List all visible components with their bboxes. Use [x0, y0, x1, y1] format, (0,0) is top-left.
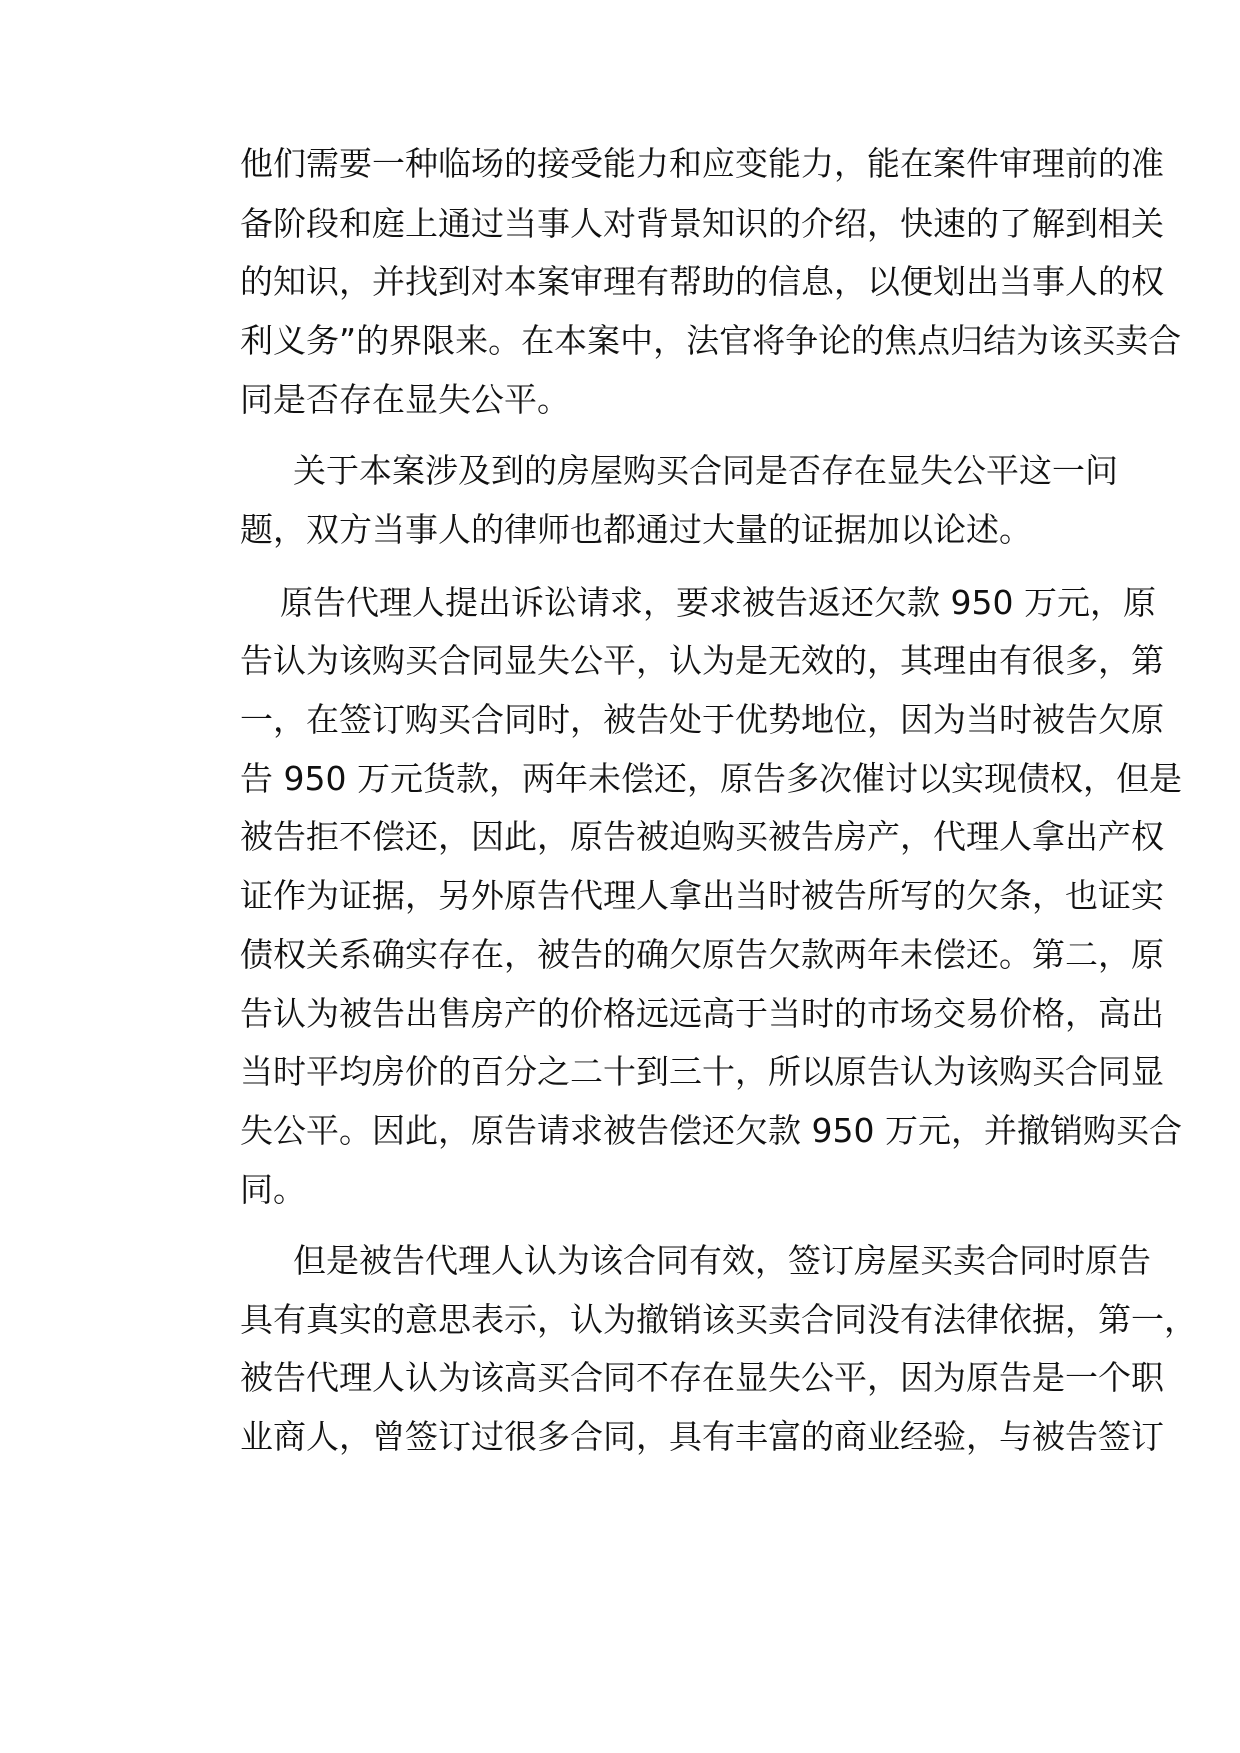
text-line: 业商人，曾签订过很多合同，具有丰富的商业经验，与被告签订 [240, 1417, 1164, 1456]
text-line: 具有真实的意思表示，认为撤销该买卖合同没有法律依据，第一， [240, 1300, 1197, 1339]
text-line: 被告拒不偿还，因此，原告被迫购买被告房产，代理人拿出产权 [240, 817, 1164, 856]
text-line: 失公平。因此，原告请求被告偿还欠款 950 万元，并撤销购买合 [240, 1111, 1182, 1150]
text-line: 告认为被告出售房产的价格远远高于当时的市场交易价格，高出 [240, 994, 1164, 1033]
text-line: 被告代理人认为该高买合同不存在显失公平，因为原告是一个职 [240, 1358, 1164, 1397]
text-line: 同。 [240, 1170, 306, 1209]
text-line: 一，在签订购买合同时，被告处于优势地位，因为当时被告欠原 [240, 700, 1164, 739]
text-line: 但是被告代理人认为该合同有效，签订房屋买卖合同时原告 [293, 1241, 1151, 1280]
text-line: 债权关系确实存在，被告的确欠原告欠款两年未偿还。第二，原 [240, 935, 1164, 974]
text-line: 原告代理人提出诉讼请求，要求被告返还欠款 950 万元，原 [280, 583, 1156, 622]
text-line: 证作为证据，另外原告代理人拿出当时被告所写的欠条，也证实 [240, 876, 1164, 915]
text-line: 题，双方当事人的律师也都通过大量的证据加以论述。 [240, 510, 1032, 549]
text-line: 他们需要一种临场的接受能力和应变能力，能在案件审理前的准 [240, 144, 1164, 183]
text-line: 告 950 万元货款，两年未偿还，原告多次催讨以实现债权，但是 [240, 759, 1182, 798]
text-line: 告认为该购买合同显失公平，认为是无效的，其理由有很多，第 [240, 641, 1164, 680]
text-line: 备阶段和庭上通过当事人对背景知识的介绍，快速的了解到相关 [240, 204, 1164, 243]
text-line: 当时平均房价的百分之二十到三十，所以原告认为该购买合同显 [240, 1052, 1164, 1091]
text-line: 同是否存在显失公平。 [240, 380, 570, 419]
text-line: 关于本案涉及到的房屋购买合同是否存在显失公平这一问 [293, 451, 1118, 490]
text-line: 的知识，并找到对本案审理有帮助的信息，以便划出当事人的权 [240, 262, 1164, 301]
text-line: 利义务”的界限来。在本案中，法官将争论的焦点归结为该买卖合 [240, 321, 1182, 360]
